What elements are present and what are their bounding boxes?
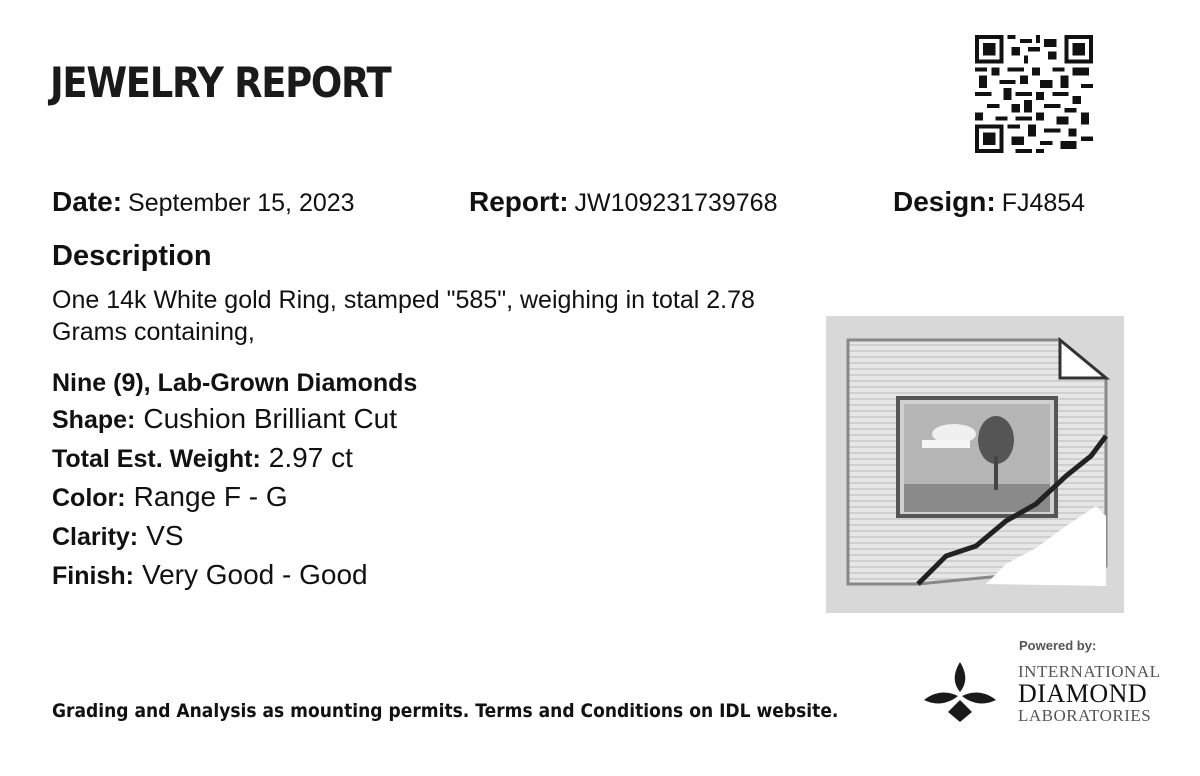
shape-row — [52, 400, 417, 439]
terms-note: Grading and Analysis as mounting permits. Terms and Conditions on IDL website. — [52, 700, 839, 722]
design-field — [893, 186, 1085, 218]
idl-logo-icon — [922, 660, 998, 724]
color-value: Range F - G — [133, 481, 288, 512]
photo-placeholder — [826, 316, 1124, 613]
lab-name-line2: DIAMOND — [1018, 679, 1148, 708]
date-field — [52, 186, 355, 218]
color-row — [52, 478, 417, 517]
clarity-value: VS — [146, 520, 184, 551]
shape-label: Shape: — [52, 406, 136, 434]
clarity-label: Clarity: — [52, 523, 139, 551]
date-label: Date: — [52, 186, 123, 217]
stone-heading: Nine (9), Lab-Grown Diamonds — [52, 369, 418, 397]
stone-details — [52, 366, 417, 595]
qr-code-icon — [975, 35, 1093, 153]
powered-by-label: Powered by: — [1019, 638, 1097, 653]
shape-value: Cushion Brilliant Cut — [143, 403, 398, 434]
finish-label: Finish: — [52, 562, 134, 590]
report-label: Report: — [469, 186, 569, 217]
report-number-field — [469, 186, 778, 218]
broken-image-icon — [826, 316, 1124, 613]
lab-name-line1: INTERNATIONAL — [1018, 662, 1161, 681]
weight-label: Total Est. Weight: — [52, 445, 261, 473]
finish-value: Very Good - Good — [141, 559, 368, 590]
lab-name — [1018, 662, 1160, 726]
report-value: JW109231739768 — [574, 189, 778, 217]
weight-row — [52, 439, 417, 478]
color-label: Color: — [52, 484, 126, 512]
weight-value: 2.97 ct — [268, 442, 353, 473]
report-title: JEWELRY REPORT — [50, 58, 391, 107]
description-heading: Description — [52, 240, 212, 272]
clarity-row — [52, 517, 417, 556]
description-text: One 14k White gold Ring, stamped "585", weighing in total 2.78 Grams containing, — [52, 286, 755, 346]
design-value: FJ4854 — [1001, 189, 1086, 217]
finish-row — [52, 556, 417, 595]
design-label: Design: — [893, 186, 996, 217]
date-value: September 15, 2023 — [128, 189, 355, 217]
lab-name-line3: LABORATORIES — [1018, 706, 1152, 725]
